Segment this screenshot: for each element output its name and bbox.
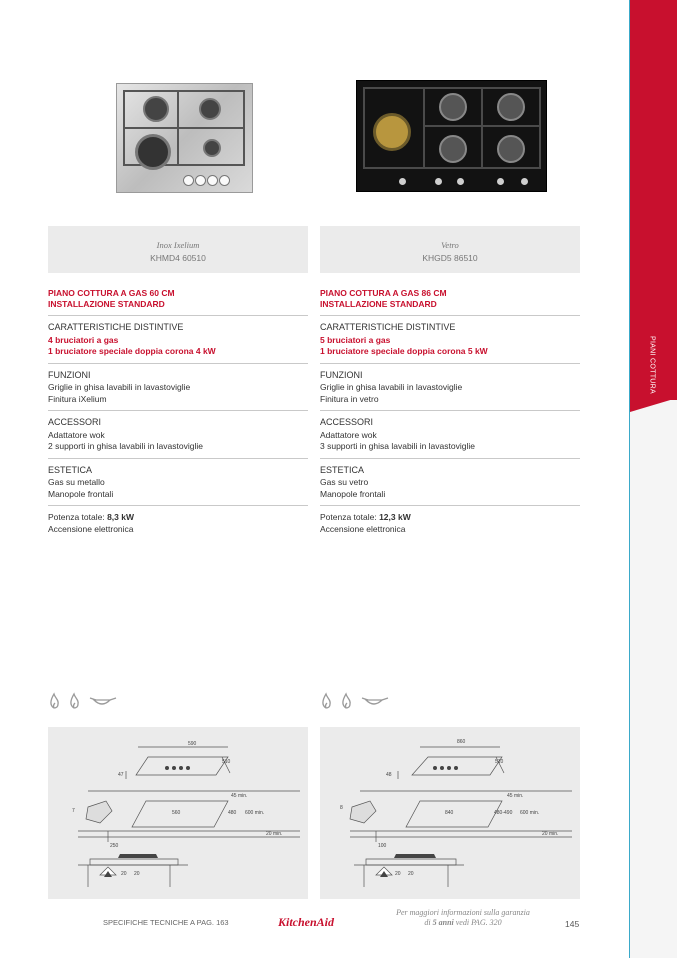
function-item: Finitura in vetro	[320, 393, 379, 404]
dim-width: 860	[457, 739, 466, 745]
feature-icons-1	[48, 692, 118, 710]
accessories-section	[320, 410, 580, 453]
wok-icon	[90, 698, 116, 704]
aesthetics-section	[320, 458, 580, 501]
aesthetics-item: Manopole frontali	[48, 488, 114, 499]
dim-min-depth: 600 min.	[245, 810, 265, 816]
dim-side: 8	[340, 805, 343, 811]
wok-icon	[362, 698, 388, 704]
features-section	[48, 315, 308, 358]
ignition-type: Accensione elettronica	[48, 523, 134, 534]
product-header-2	[320, 226, 580, 273]
total-power: Potenza totale: 12,3 kW	[320, 512, 411, 522]
dim-cut-depth: 480	[228, 810, 237, 816]
aesthetics-item: Manopole frontali	[320, 488, 386, 499]
feature-item: 4 bruciatori a gas	[48, 334, 119, 345]
gas-flame-icon	[323, 694, 330, 708]
side-divider	[629, 0, 630, 958]
specs-reference-link[interactable]: SPECIFICHE TECNICHE A PAG. 163	[103, 918, 229, 927]
warranty-years: 5 anni	[432, 918, 454, 927]
installation-diagram-1	[48, 727, 308, 899]
section-heading: CARATTERISTICHE DISTINTIVE	[320, 322, 456, 332]
product-subtitle: INSTALLAZIONE STANDARD	[48, 299, 165, 309]
function-item: Griglie in ghisa lavabili in lavastoviglie	[48, 382, 191, 392]
brand-logo: KitchenAid	[278, 915, 335, 929]
dim-min-side: 20 min.	[266, 831, 283, 837]
section-heading: CARATTERISTICHE DISTINTIVE	[48, 322, 184, 332]
section-heading: FUNZIONI	[48, 369, 91, 380]
dim-min-top: 45 min.	[507, 793, 524, 799]
accessory-item: Adattatore wok	[320, 429, 377, 440]
aesthetics-section	[48, 458, 308, 501]
functions-section	[320, 363, 580, 406]
ignition-type: Accensione elettronica	[320, 523, 406, 534]
dim-bottom-1: 20	[395, 871, 401, 877]
dim-height: 47	[118, 772, 124, 778]
power-section	[320, 505, 580, 535]
product-header-1	[48, 226, 308, 273]
dim-offset: 250	[110, 843, 119, 849]
dim-cut-width: 560	[172, 810, 181, 816]
dim-min-side: 20 min.	[542, 831, 559, 837]
section-heading: ACCESSORI	[320, 417, 374, 427]
function-item: Griglie in ghisa lavabili in lavastoviglie	[320, 382, 463, 392]
product-title: PIANO COTTURA A GAS 86 CM	[320, 288, 447, 298]
dim-height: 48	[386, 772, 392, 778]
page-number: 145	[565, 919, 580, 929]
functions-section	[48, 363, 308, 406]
product-model: KHMD4 60510	[150, 253, 206, 263]
accessories-section	[48, 410, 308, 453]
product-finish: Inox Ixelium	[156, 240, 200, 250]
total-power: Potenza totale: 8,3 kW	[48, 512, 135, 522]
accessory-item: 3 supporti in ghisa lavabili in lavastoviglie	[320, 441, 475, 451]
feature-item: 1 bruciatore speciale doppia corona 4 kW	[48, 346, 216, 356]
warranty-note: Per maggiori informazioni sulla garanzia di 5 anni vedi PAG. 320	[396, 908, 530, 927]
power-value: 8,3 kW	[107, 512, 135, 522]
section-tab-tip	[630, 398, 677, 412]
dim-cut-width: 840	[445, 810, 454, 816]
features-section	[320, 315, 580, 358]
dim-min-depth: 600 min.	[520, 810, 540, 816]
dim-min-top: 45 min.	[231, 793, 248, 799]
dim-bottom-1: 20	[121, 871, 127, 877]
product-finish: Vetro	[441, 240, 459, 250]
dim-depth: 510	[495, 759, 504, 765]
product-specs-2	[320, 288, 580, 535]
feature-item: 1 bruciatore speciale doppia corona 5 kW	[320, 346, 488, 356]
dim-side: 7	[72, 808, 75, 814]
product-image-inox	[116, 83, 253, 193]
aesthetics-item: Gas su vetro	[320, 477, 369, 487]
section-heading: ESTETICA	[48, 464, 93, 475]
section-heading: ACCESSORI	[48, 417, 102, 427]
power-value: 12,3 kW	[379, 512, 411, 522]
product-image-glass	[356, 80, 547, 192]
accessory-item: Adattatore wok	[48, 429, 105, 440]
dim-depth: 510	[222, 759, 231, 765]
function-item: Finitura iXelium	[48, 393, 107, 404]
gas-flame-icon	[51, 694, 58, 708]
aesthetics-item: Gas su metallo	[48, 477, 105, 487]
installation-diagram-2	[320, 727, 580, 899]
gas-flame-icon	[343, 694, 350, 708]
gas-flame-icon	[71, 694, 78, 708]
product-title: PIANO COTTURA A GAS 60 CM	[48, 288, 175, 298]
section-heading: ESTETICA	[320, 464, 365, 475]
dim-bottom-2: 20	[134, 871, 140, 877]
power-section	[48, 505, 308, 535]
section-tab-label: PIANI COTTURA	[648, 336, 656, 394]
product-subtitle: INSTALLAZIONE STANDARD	[320, 299, 437, 309]
accessory-item: 2 supporti in ghisa lavabili in lavastoviglie	[48, 441, 203, 451]
dim-offset: 100	[378, 843, 387, 849]
dim-bottom-2: 20	[408, 871, 414, 877]
section-heading: FUNZIONI	[320, 369, 363, 380]
dim-width: 590	[188, 741, 197, 747]
product-specs-1	[48, 288, 308, 535]
product-model: KHGD5 86510	[422, 253, 478, 263]
feature-icons-2	[320, 692, 390, 710]
feature-item: 5 bruciatori a gas	[320, 334, 391, 345]
dim-cut-depth: 480-490	[494, 810, 513, 816]
